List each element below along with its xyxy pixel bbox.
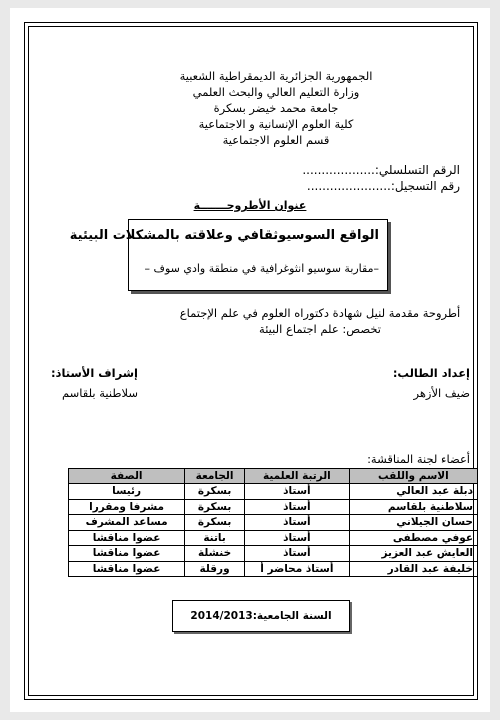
- student-label: إعداد الطالب:: [392, 366, 470, 380]
- member-rank: أستاذ: [244, 484, 349, 500]
- member-role: رئيسا: [69, 484, 185, 500]
- thesis-description: [170, 305, 470, 337]
- supervisor-label: إشراف الأستاذ:: [50, 366, 138, 380]
- member-role: عضوا مناقشا: [69, 546, 185, 562]
- member-rank: أستاذ: [244, 546, 349, 562]
- ministry-name: وزارة التعليم العالي والبحث العلمي: [192, 85, 360, 99]
- table-row: [69, 546, 478, 562]
- thesis-title: الواقع السوسيوثقافي وعلاقته بالمشكلات البيئية: [69, 228, 379, 243]
- table-row: [69, 515, 478, 531]
- committee-label: أعضاء لجنة المناقشة:: [367, 452, 470, 466]
- supervisor-name: سلاطنية بلقاسم: [61, 386, 138, 400]
- registration-number-line: رقم التسجيل:......................: [306, 179, 460, 193]
- member-university: بسكرة: [185, 499, 245, 515]
- member-university: باتنة: [185, 530, 245, 546]
- member-university: خنشلة: [185, 546, 245, 562]
- faculty-name: كلية العلوم الإنسانية و الاجتماعية: [198, 117, 354, 131]
- member-name: عوفي مصطفى: [349, 530, 477, 546]
- column-header-name: الاسم واللقب: [349, 469, 477, 484]
- committee-header-row: [69, 469, 478, 484]
- degree-statement: أطروحة مقدمة لنيل شهادة دكتوراه العلوم في علم الإجتماع: [179, 306, 461, 320]
- member-name: دبلة عبد العالي: [349, 484, 477, 500]
- table-row: [69, 561, 478, 577]
- member-name: العايش عبد العزيز: [349, 546, 477, 562]
- member-university: ورقلة: [185, 561, 245, 577]
- member-rank: أستاذ محاضر أ: [244, 561, 349, 577]
- member-role: عضوا مناقشا: [69, 561, 185, 577]
- member-role: مشرفا ومقررا: [69, 499, 185, 515]
- table-row: [69, 530, 478, 546]
- specialization: تخصص: علم اجتماع البيئة: [259, 322, 381, 336]
- department-name: قسم العلوم الاجتماعية: [222, 133, 330, 147]
- serial-number-line: الرقم التسلسلي:...................: [302, 163, 460, 177]
- member-role: مساعد المشرف: [69, 515, 185, 531]
- column-header-university: الجامعة: [185, 469, 245, 484]
- registration-block: [302, 162, 460, 194]
- academic-year-box: السنة الجامعية:2014/2013: [172, 600, 350, 632]
- table-row: [69, 499, 478, 515]
- column-header-rank: الرتبة العلمية: [244, 469, 349, 484]
- institution-header: [126, 68, 426, 148]
- member-university: بسكرة: [185, 484, 245, 500]
- republic-name: الجمهورية الجزائرية الديمقراطية الشعبية: [179, 69, 373, 83]
- table-row: [69, 484, 478, 500]
- university-name: جامعة محمد خيضر بسكرة: [213, 101, 339, 115]
- document-page: [10, 8, 490, 712]
- member-name: خليفة عبد القادر: [349, 561, 477, 577]
- student-name: ضيف الأزهر: [413, 386, 470, 400]
- thesis-title-label: عنوان الأطروحـــــــة: [193, 199, 307, 212]
- member-university: بسكرة: [185, 515, 245, 531]
- member-role: عضوا مناقشا: [69, 530, 185, 546]
- member-rank: أستاذ: [244, 530, 349, 546]
- column-header-role: الصفة: [69, 469, 185, 484]
- thesis-title-box: [69, 219, 388, 291]
- member-name: سلاطنية بلقاسم: [349, 499, 477, 515]
- member-rank: أستاذ: [244, 499, 349, 515]
- member-rank: أستاذ: [244, 515, 349, 531]
- member-name: حسان الجيلاني: [349, 515, 477, 531]
- committee-table: [68, 468, 478, 577]
- thesis-subtitle: –مقاربة سوسيو انثوغرافية في منطقة وادي سوف –: [144, 262, 379, 275]
